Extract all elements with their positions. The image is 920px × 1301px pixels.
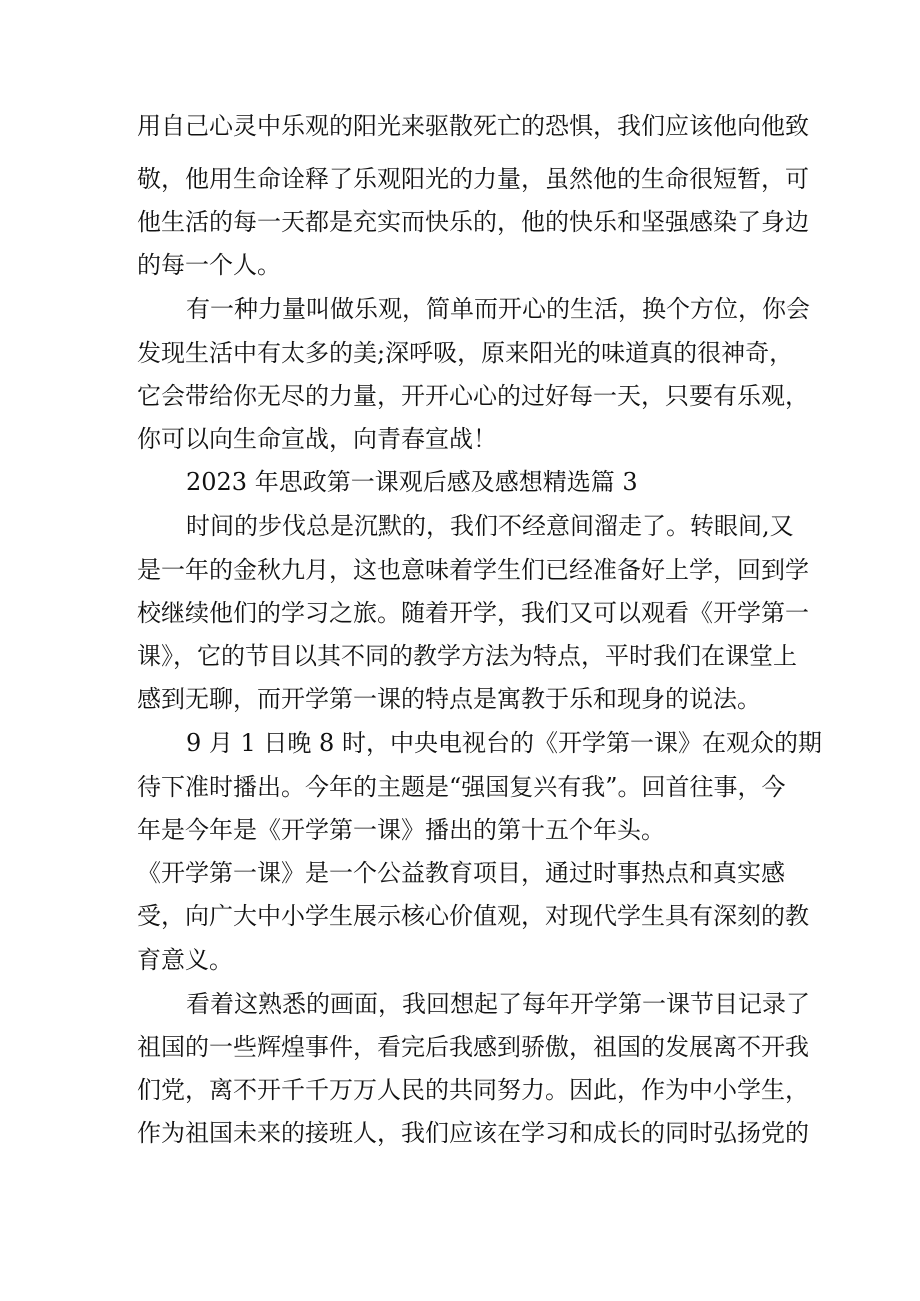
text-line: 待下准时播出。今年的主题是“强国复兴有我”。回首往事，今 [137,773,786,801]
text-line: 们党，离不开千千万万人民的共同努力。因此，作为中小学生， [137,1076,809,1104]
text-line: 校继续他们的学习之旅。随着开学，我们又可以观看《开学第一 [137,599,809,627]
section-heading: 2023 年思政第一课观后感及感想精选篇 3 [186,468,638,496]
text-line: 看着这熟悉的画面，我回想起了每年开学第一课节目记录了 [186,990,810,1018]
text-line: 是一年的金秋九月，这也意味着学生们已经准备好上学，回到学 [137,556,809,584]
text-line: 的每一个人。 [137,251,281,279]
text-line: 用自己心灵中乐观的阳光来驱散死亡的恐惧，我们应该他向他致 [137,112,809,140]
text-line: 9 月 1 日晚 8 时，中央电视台的《开学第一课》在观众的期 [186,729,822,757]
text-line: 你可以向生命宣战，向青春宣战！ [137,425,497,453]
text-line: 它会带给你无尽的力量，开开心心的过好每一天，只要有乐观， [137,382,809,410]
text-line: 时间的步伐总是沉默的，我们不经意间溜走了。转眼间,又 [186,512,794,540]
text-line: 祖国的一些辉煌事件，看完后我感到骄傲，祖国的发展离不开我 [137,1033,809,1061]
text-line: 有一种力量叫做乐观，简单而开心的生活，换个方位，你会 [186,295,810,323]
text-line: 年是今年是《开学第一课》播出的第十五个年头。 [137,816,665,844]
text-line: 敬，他用生命诠释了乐观阳光的力量，虽然他的生命很短暂，可 [137,165,809,193]
text-line: 《开学第一课》是一个公益教育项目，通过时事热点和真实感 [137,859,785,887]
text-line: 作为祖国未来的接班人，我们应该在学习和成长的同时弘扬党的 [137,1119,809,1147]
text-line: 感到无聊，而开学第一课的特点是寓教于乐和现身的说法。 [137,685,761,713]
text-line: 育意义。 [137,946,233,974]
text-line: 受，向广大中小学生展示核心价值观，对现代学生具有深刻的教 [137,902,809,930]
text-line: 他生活的每一天都是充实而快乐的，他的快乐和坚强感染了身边 [137,208,809,236]
text-line: 课》，它的节目以其不同的教学方法为特点，平时我们在课堂上 [137,642,797,670]
text-line: 发现生活中有太多的美;深呼吸，原来阳光的味道真的很神奇， [137,339,794,367]
